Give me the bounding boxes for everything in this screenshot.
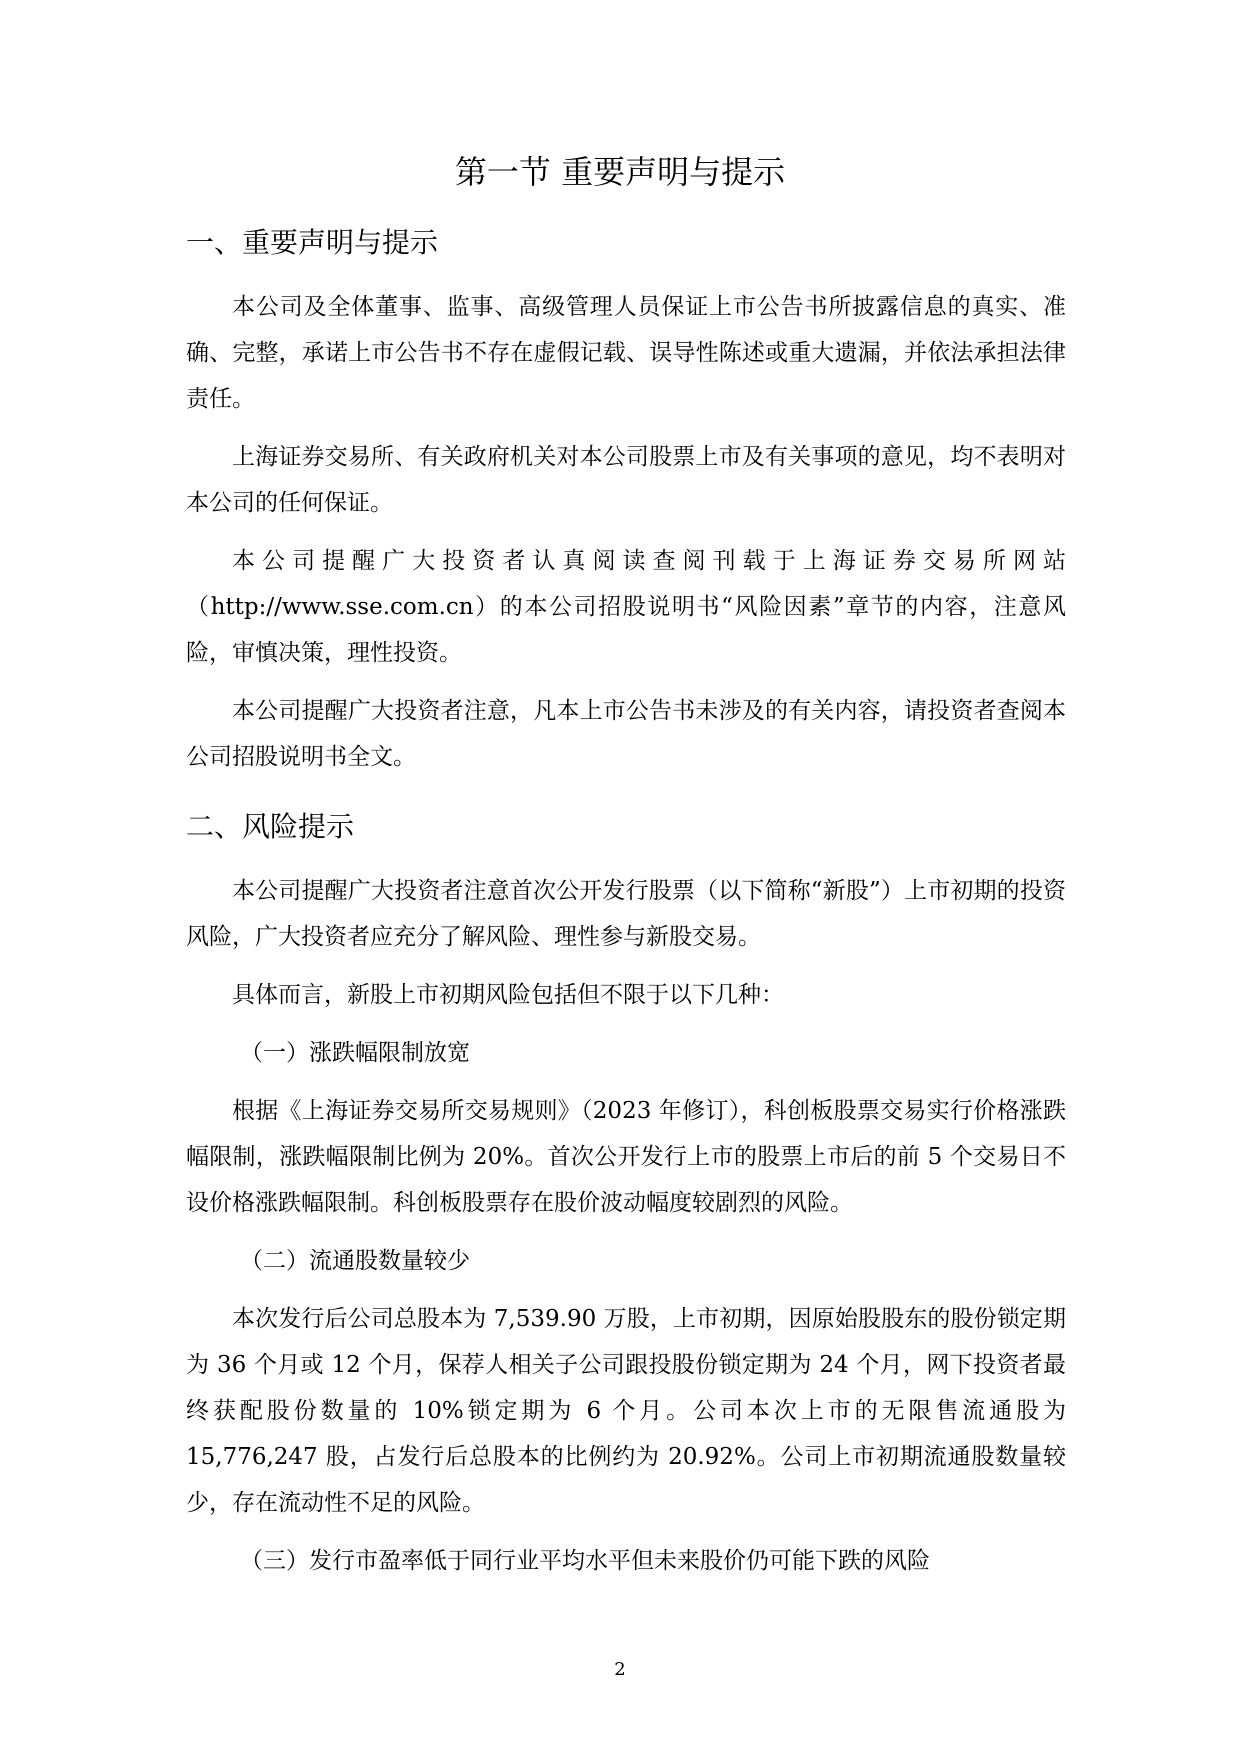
- document-body: [186, 222, 1066, 1596]
- page-title: 第一节 重要声明与提示: [454, 153, 786, 191]
- section-heading-important-statement: 一、重要声明与提示: [186, 226, 439, 259]
- statement-paragraph-2: 上海证券交易所、有关政府机关对本公司股票上市及有关事项的意见，均不表明对本公司的任何保证。: [186, 444, 1066, 516]
- price-limit-paragraph: 根据《上海证券交易所交易规则》（2023 年修订），科创板股票交易实行价格涨跌幅限制，涨跌幅限制比例为 20%。首次公开发行上市的股票上市后的前 5 个交易日不设价格涨跌幅限制。科创板股票存在股价波动幅度较剧烈的风险。: [186, 1098, 1066, 1216]
- subsection-heading-float-shares: （二）流通股数量较少: [240, 1248, 470, 1274]
- risk-lead-paragraph: 具体而言，新股上市初期风险包括但不限于以下几种：: [232, 982, 784, 1008]
- risk-intro-paragraph: 本公司提醒广大投资者注意首次公开发行股票（以下简称“新股”）上市初期的投资风险，广大投资者应充分了解风险、理性参与新股交易。: [186, 878, 1066, 950]
- float-shares-paragraph: 本次发行后公司总股本为 7,539.90 万股，上市初期，因原始股股东的股份锁定期为 36 个月或 12 个月，保荐人相关子公司跟投股份锁定期为 24 个月，网下投资者最终获配股份数量的 10%锁定期为 6 个月。公司本次上市的无限售流通股为 15,776,247 股，占发行后总股本的比例约为 20.92%。公司上市初期流通股数量较少，存在流动性不足的风险。: [186, 1306, 1066, 1516]
- subsection-heading-pe-risk: （三）发行市盈率低于同行业平均水平但未来股价仍可能下跌的风险: [240, 1548, 930, 1574]
- section-gap: [186, 792, 1066, 806]
- statement-paragraph-1: 本公司及全体董事、监事、高级管理人员保证上市公告书所披露信息的真实、准确、完整，承诺上市公告书不存在虚假记载、误导性陈述或重大遗漏，并依法承担法律责任。: [186, 294, 1066, 412]
- subsection-heading-price-limit: （一）涨跌幅限制放宽: [240, 1040, 470, 1066]
- statement-paragraph-4: 本公司提醒广大投资者注意，凡本上市公告书未涉及的有关内容，请投资者查阅本公司招股说明书全文。: [186, 698, 1066, 770]
- section-heading-risk-warning: 二、风险提示: [186, 810, 355, 843]
- page-number: 2: [614, 1659, 626, 1680]
- statement-paragraph-3: 本公司提醒广大投资者认真阅读查阅刊载于上海证券交易所网站（http://www.sse.com.cn）的本公司招股说明书“风险因素”章节的内容，注意风险，审慎决策，理性投资。: [186, 548, 1066, 666]
